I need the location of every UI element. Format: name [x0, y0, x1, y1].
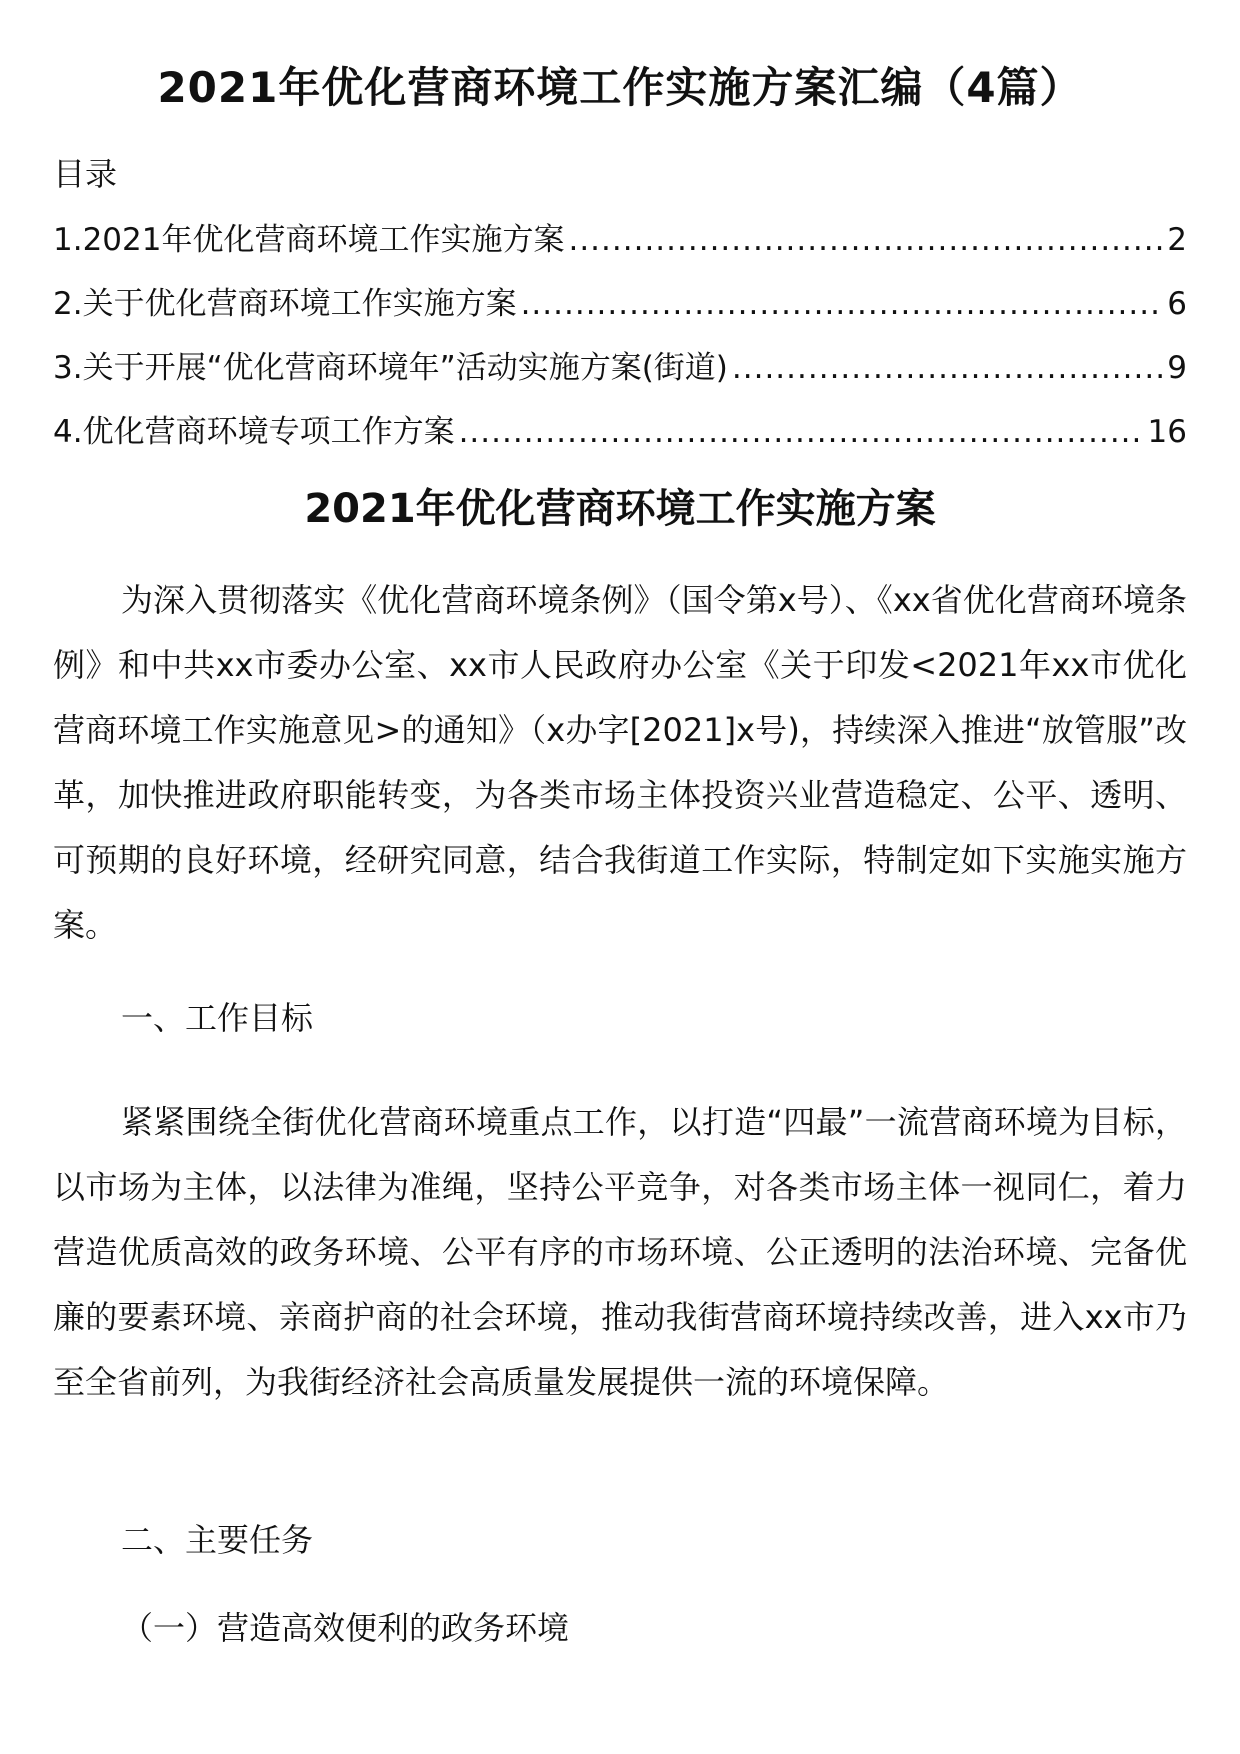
toc-item-label: 4.优化营商环境专项工作方案 — [53, 414, 455, 450]
toc-item-label: 3.关于开展“优化营商环境年”活动实施方案(街道) — [53, 350, 728, 386]
toc-item-label: 1.2021年优化营商环境工作实施方案 — [53, 222, 565, 258]
section-heading-tasks: 二、主要任务 — [121, 1521, 314, 1559]
toc-leader-dots — [459, 410, 1144, 454]
toc-leader-dots — [732, 346, 1163, 390]
toc-item[interactable] — [53, 346, 1187, 410]
section-heading-goals: 一、工作目标 — [121, 999, 314, 1037]
table-of-contents — [53, 218, 1187, 474]
toc-heading: 目录 — [53, 155, 118, 193]
section-title: 2021年优化营商环境工作实施方案 — [304, 486, 936, 532]
document-title: 2021年优化营商环境工作实施方案汇编（4篇） — [157, 63, 1083, 112]
toc-item-label: 2.关于优化营商环境工作实施方案 — [53, 286, 517, 322]
toc-item-page: 6 — [1167, 286, 1187, 322]
toc-leader-dots — [568, 218, 1163, 262]
goals-paragraph: 紧紧围绕全街优化营商环境重点工作，以打造“四最”一流营商环境为目标，以市场为主体，以法律为准绳，坚持公平竞争，对各类市场主体一视同仁，着力营造优质高效的政务环境、公平有序的市场环境、公正透明的法治环境、完备优廉的要素环境、亲商护商的社会环境，推动我街营商环境持续改善，进入xx市乃至全省前列，为我街经济社会高质量发展提供一流的环境保障。 — [53, 1103, 1187, 1401]
toc-item[interactable] — [53, 218, 1187, 282]
toc-item-page: 16 — [1147, 414, 1187, 450]
subsection-heading: （一）营造高效便利的政务环境 — [121, 1609, 570, 1647]
intro-paragraph: 为深入贯彻落实《优化营商环境条例》（国令第x号）、《xx省优化营商环境条例》和中共xx市委办公室、xx市人民政府办公室《关于印发<2021年xx市优化营商环境工作实施意见>的通知》（x办字[2021]x号)，持续深入推进“放管服”改革，加快推进政府职能转变，为各类市场主体投资兴业营造稳定、公平、透明、可预期的良好环境，经研究同意，结合我街道工作实际，特制定如下实施实施方案。 — [53, 581, 1187, 944]
toc-item[interactable] — [53, 410, 1187, 474]
toc-item[interactable] — [53, 282, 1187, 346]
toc-leader-dots — [521, 282, 1164, 326]
toc-item-page: 2 — [1167, 222, 1187, 258]
toc-item-page: 9 — [1167, 350, 1187, 386]
